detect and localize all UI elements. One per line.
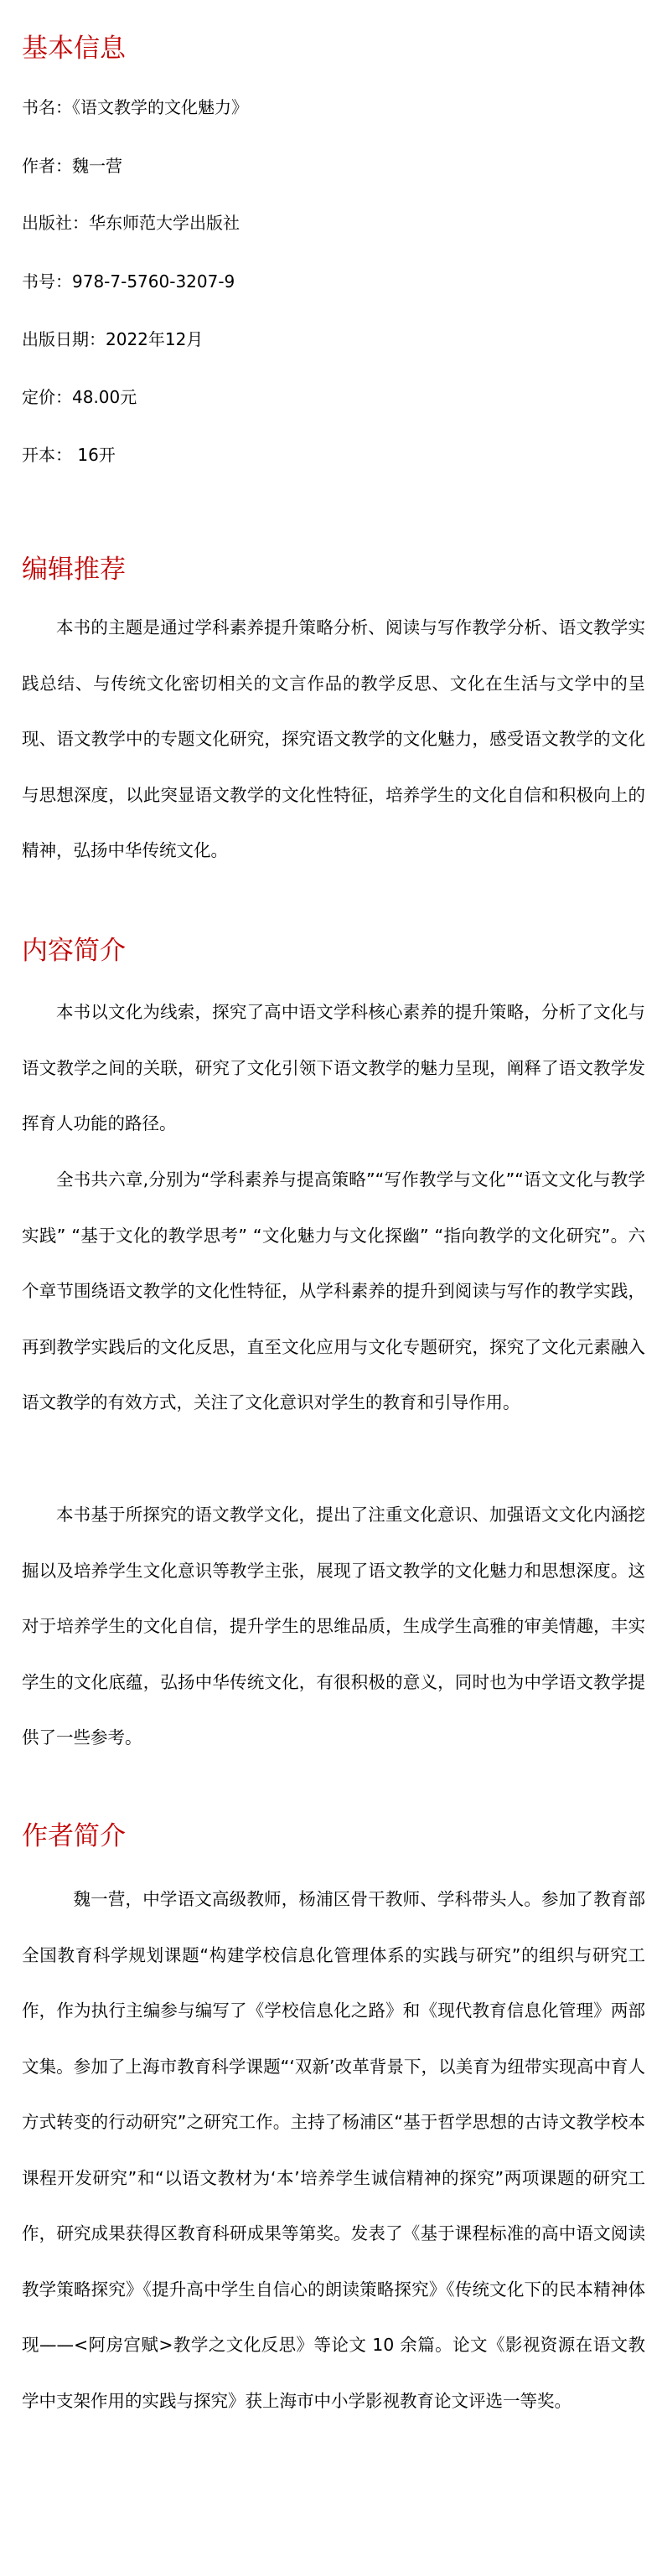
content-summary-paragraph: 全书共六章,分别为“学科素养与提高策略”“写作教学与文化”“语文文化与教学实践” “基于文化的教学思考” “文化魅力与文化探幽” “指向教学的文化研究”。六个章节围绕语文教学的文化性特征，从学科素养的提升到阅读与写作的教学实践，再到教学实践后的文化反思，直至文化应用与文化专题研究，探究了文化元素融入语文教学的有效方式，关注了文化意识对学生的教育和引导作用。 — [22, 1169, 645, 1412]
format-line: 开本： 16开 — [22, 445, 116, 465]
editor-recommendation-paragraph: 本书的主题是通过学科素养提升策略分析、阅读与写作教学分析、语文教学实践总结、与传统文化密切相关的文言作品的教学反思、文化在生活与文学中的呈现、语文教学中的专题文化研究，探究语文教学的文化魅力，感受语文教学的文化与思想深度，以此突显语文教学的文化性特征，培养学生的文化自信和积极向上的精神，弘扬中华传统文化。 — [22, 617, 645, 860]
basic-info-heading: 基本信息 — [22, 34, 126, 64]
pub-date-line: 出版日期：2022年12月 — [22, 329, 204, 349]
book-title-line: 书名：《语文教学的文化魅力》 — [22, 97, 248, 117]
author-line: 作者：魏一营 — [22, 156, 122, 176]
content-summary-heading: 内容简介 — [22, 936, 126, 966]
content-summary-paragraph: 本书以文化为线索，探究了高中语文学科核心素养的提升策略，分析了文化与语文教学之间的关联，研究了文化引领下语文教学的魅力呈现，阐释了语文教学发挥育人功能的路径。 — [22, 1002, 645, 1133]
price-line: 定价：48.00元 — [22, 387, 137, 407]
author-intro-paragraph: 魏一营，中学语文高级教师，杨浦区骨干教师、学科带头人。参加了教育部全国教育科学规划课题“构建学校信息化管理体系的实践与研究”的组织与研究工作，作为执行主编参与编写了《学校信息化之路》和《现代教育信息化管理》两部文集。参加了上海市教育科学课题“‘双新’改革背景下，以美育为纽带实现高中育人方式转变的行动研究”之研究工作。主持了杨浦区“基于哲学思想的古诗文教学校本课程开发研究”和“以语文教材为‘本’培养学生诚信精神的探究”两项课题的研究工作，研究成果获得区教育科研成果等第奖。发表了《基于课程标准的高中语文阅读教学策略探究》《提升高中学生自信心的朗读策略探究》《传统文化下的民本精神体现——<阿房宫赋>教学之文化反思》等论文 10 余篇。论文《影视资源在语文教学中支架作用的实践与探究》获上海市中小学影视教育论文评选一等奖。 — [22, 1889, 645, 2411]
editor-recommendation-heading: 编辑推荐 — [22, 555, 126, 585]
author-intro-heading: 作者简介 — [22, 1821, 126, 1851]
publisher-line: 出版社：华东师范大学出版社 — [22, 213, 240, 233]
isbn-line: 书号：978-7-5760-3207-9 — [22, 271, 235, 292]
content-summary-paragraph: 本书基于所探究的语文教学文化，提出了注重文化意识、加强语文文化内涵挖掘以及培养学生文化意识等教学主张，展现了语文教学的文化魅力和思想深度。这对于培养学生的文化自信，提升学生的思维品质，生成学生高雅的审美情趣，丰实学生的文化底蕴，弘扬中华传统文化，有很积极的意义，同时也为中学语文教学提供了一些参考。 — [22, 1505, 645, 1747]
